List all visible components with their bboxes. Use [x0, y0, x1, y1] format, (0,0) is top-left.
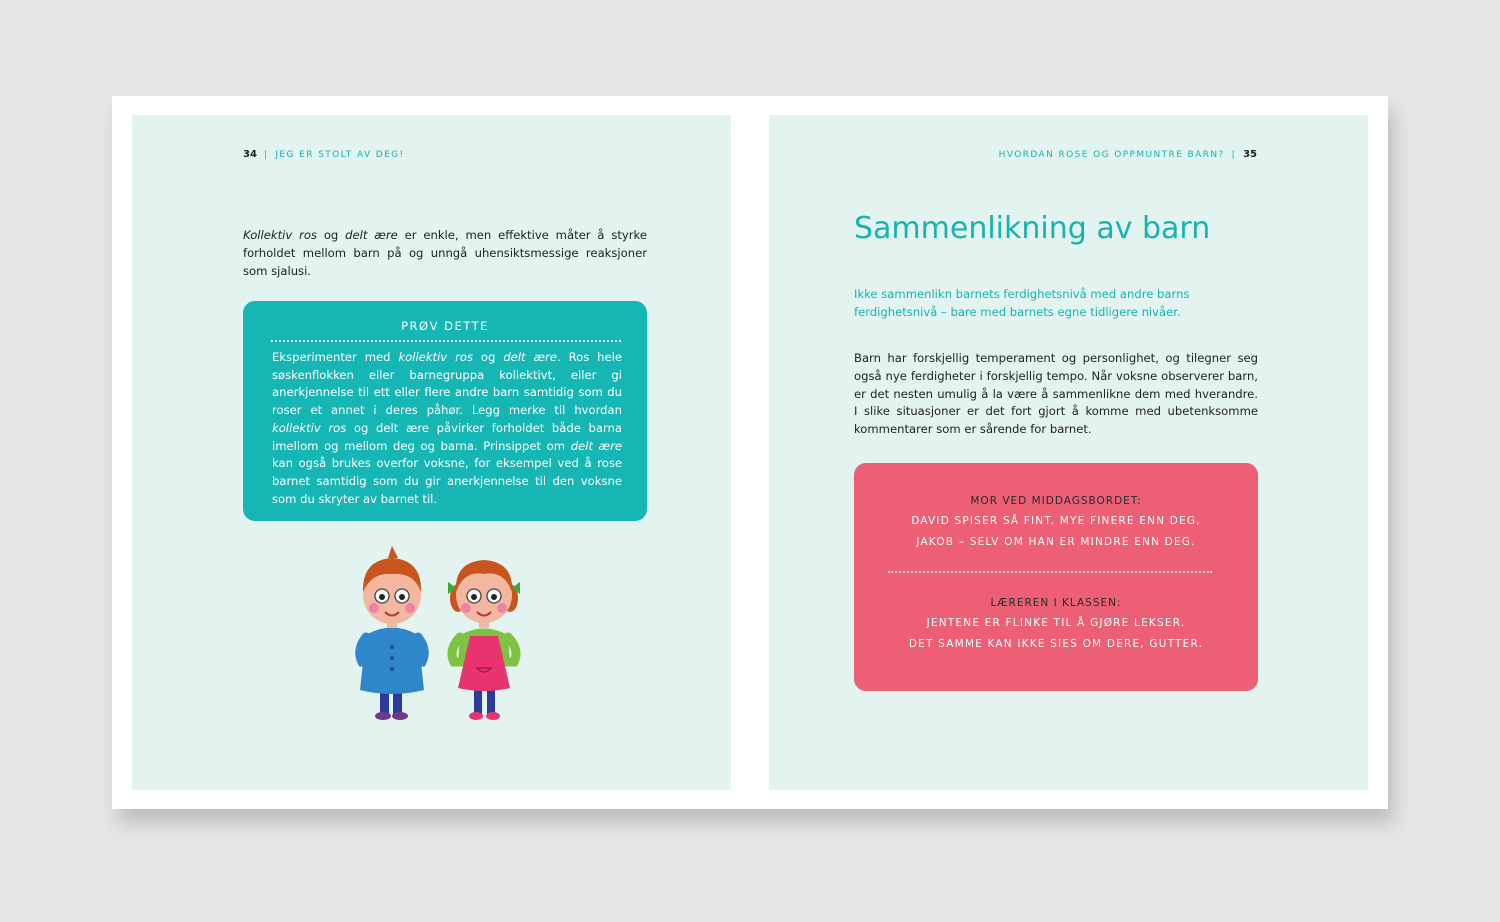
- text-run: og: [473, 350, 504, 364]
- text-run: . Ros hele søskenflokken eller barnegruppa kollektivt, eller gi anerkjennelse til ett eller flere andre barn samtidig som du roser et annet i deres påhør. Legg merke til hvordan: [272, 350, 623, 418]
- tip-text: [272, 349, 622, 508]
- text-run: og: [316, 228, 346, 242]
- italic-term: delt ære: [503, 350, 557, 364]
- italic-term: kollektiv ros: [272, 420, 347, 435]
- running-head-text: JEG ER STOLT AV DEG!: [275, 150, 405, 160]
- quote-line: JAKOB – SELV OM HAN ER MINDRE ENN DEG.: [916, 536, 1196, 548]
- right-page: [769, 115, 1368, 790]
- boy-figure: [360, 546, 425, 720]
- dotted-divider: [271, 340, 621, 342]
- quote-line: JENTENE ER FLINKE TIL Å GJØRE LEKSER.: [926, 617, 1186, 629]
- quote-line: DET SAMME KAN IKKE SIES OM DERE, GUTTER.: [908, 638, 1204, 650]
- running-head-right: HVORDAN ROSE OG OPPMUNTRE BARN? | 35: [998, 149, 1257, 160]
- italic-term: delt ære: [570, 438, 622, 453]
- running-head-text: HVORDAN ROSE OG OPPMUNTRE BARN?: [998, 150, 1225, 160]
- quote-speaker: LÆREREN I KLASSEN:: [990, 597, 1122, 609]
- body-paragraph: Barn har forskjellig temperament og personlighet, og tilegner seg også nye ferdigheter i forskjellig tempo. Når voksne observerer barn, er det nesten umulig å la være å sammenlikne dem med hverandre. I slike situasjoner er det fort gjort å komme med ubetenksomme kommentarer som er sårende for barnet.: [854, 351, 1258, 437]
- intro-paragraph: [243, 227, 647, 280]
- text-run: kan også brukes overfor voksne, for eksempel ved å rose barnet samtidig som du gir anerkjennelse til den voksne som du skryter av barnet til.: [272, 456, 622, 506]
- text-run: og delt ære påvirker forholdet både barna imellom og mellom deg og barna. Prinsippet om: [272, 420, 622, 453]
- girl-figure: [448, 560, 520, 720]
- quote-box: [854, 463, 1258, 691]
- left-page: [132, 115, 731, 790]
- lead-paragraph: Ikke sammenlikn barnets ferdighetsnivå med andre barns ferdighetsnivå – bare med barnets egne tidligere nivåer.: [854, 287, 1190, 319]
- page-number: 34: [243, 149, 257, 160]
- tip-title: PRØV DETTE: [401, 319, 489, 333]
- running-head-left: 34 | JEG ER STOLT AV DEG!: [243, 149, 405, 160]
- italic-term: Kollektiv ros: [243, 228, 317, 242]
- children-illustration: [352, 540, 532, 730]
- dotted-divider: [888, 571, 1212, 573]
- text-run: Eksperimenter med: [272, 350, 399, 364]
- quote-line: DAVID SPISER SÅ FINT. MYE FINERE ENN DEG,: [911, 515, 1201, 527]
- book-spread: [112, 96, 1388, 809]
- quote-speaker: MOR VED MIDDAGSBORDET:: [970, 495, 1142, 507]
- section-title: Sammenlikning av barn: [854, 211, 1211, 246]
- try-this-box: [243, 301, 647, 521]
- text-run: er enkle, men effektive måter å styrke forholdet mellom barn på og unngå uhensiktsmessige reaksjoner som sjalusi.: [243, 228, 647, 278]
- italic-term: delt ære: [345, 228, 398, 242]
- page-number: 35: [1243, 149, 1257, 160]
- italic-term: kollektiv ros: [398, 350, 473, 364]
